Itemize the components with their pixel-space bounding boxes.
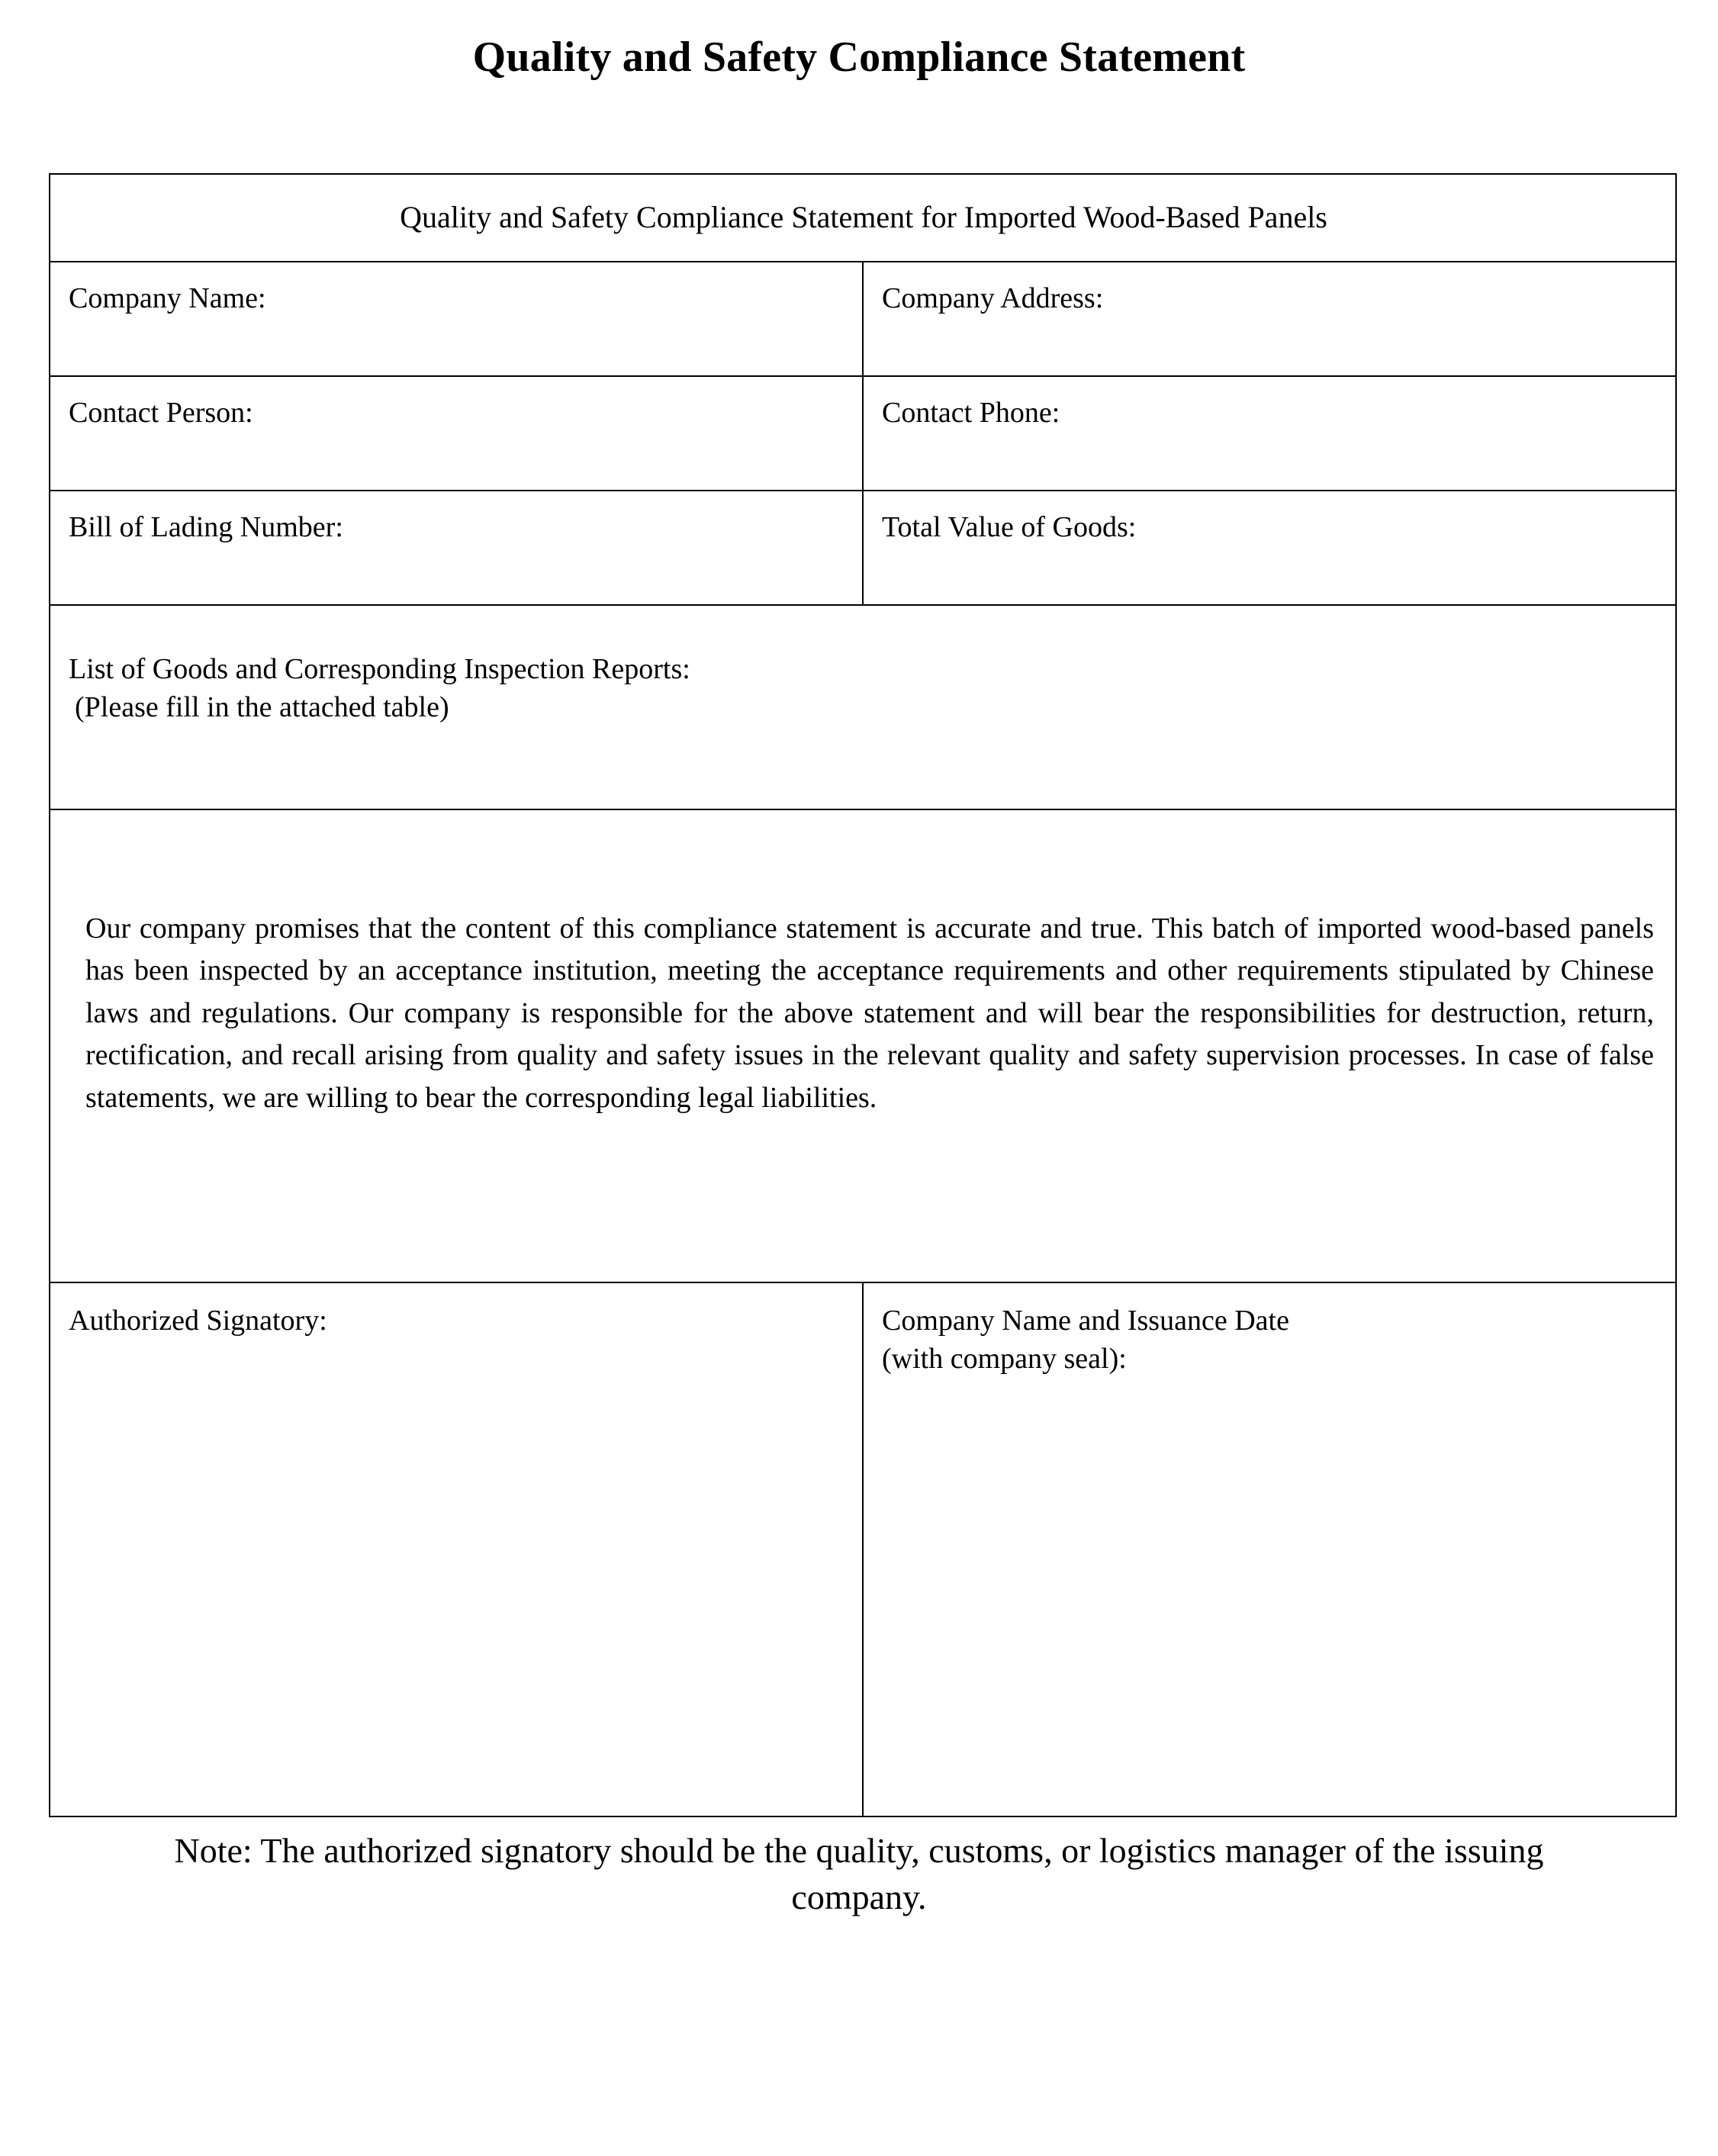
goods-list-cell[interactable]	[50, 605, 1676, 809]
contact-person-field[interactable]: Contact Person:	[50, 376, 863, 491]
form-header-cell: Quality and Safety Compliance Statement for Imported Wood-Based Panels	[50, 174, 1676, 262]
statement-text: Our company promises that the content of this compliance statement is accurate and true. This batch of imported wood-based panels has been inspected by an acceptance institution, meeting the acceptance requirements and other requirements stipulated by Chinese laws and regulations. Our company is responsible for the above statement and will bear the responsibilities for destruction, return, rectification, and recall arising from quality and safety issues in the relevant quality and safety supervision processes. In case of false statements, we are willing to bear the corresponding legal liabilities.	[85, 912, 1654, 1114]
company-seal-label-line2: (with company seal):	[882, 1343, 1127, 1376]
table-row	[50, 491, 1676, 605]
company-name-field[interactable]: Company Name:	[50, 262, 863, 376]
table-row	[50, 262, 1676, 376]
company-seal-label-line1: Company Name and Issuance Date	[882, 1304, 1289, 1337]
company-seal-field[interactable]	[863, 1282, 1676, 1817]
bill-of-lading-field[interactable]: Bill of Lading Number:	[50, 491, 863, 605]
table-row	[50, 376, 1676, 491]
compliance-form-table	[49, 173, 1677, 1817]
authorized-signatory-field[interactable]: Authorized Signatory:	[50, 1282, 863, 1817]
statement-cell	[50, 809, 1676, 1282]
table-row	[50, 809, 1676, 1282]
table-row	[50, 605, 1676, 809]
table-row	[50, 1282, 1676, 1817]
goods-list-subtext: (Please fill in the attached table)	[75, 691, 449, 724]
company-address-field[interactable]: Company Address:	[863, 262, 1676, 376]
document-page	[0, 32, 1718, 2156]
footer-note: Note: The authorized signatory should be the quality, customs, or logistics manager of the issuing company.	[174, 1830, 1544, 1916]
total-value-field[interactable]: Total Value of Goods:	[863, 491, 1676, 605]
table-row	[50, 174, 1676, 262]
contact-phone-field[interactable]: Contact Phone:	[863, 376, 1676, 491]
goods-list-label: List of Goods and Corresponding Inspection Reports:	[69, 652, 690, 685]
page-title: Quality and Safety Compliance Statement	[472, 34, 1246, 81]
